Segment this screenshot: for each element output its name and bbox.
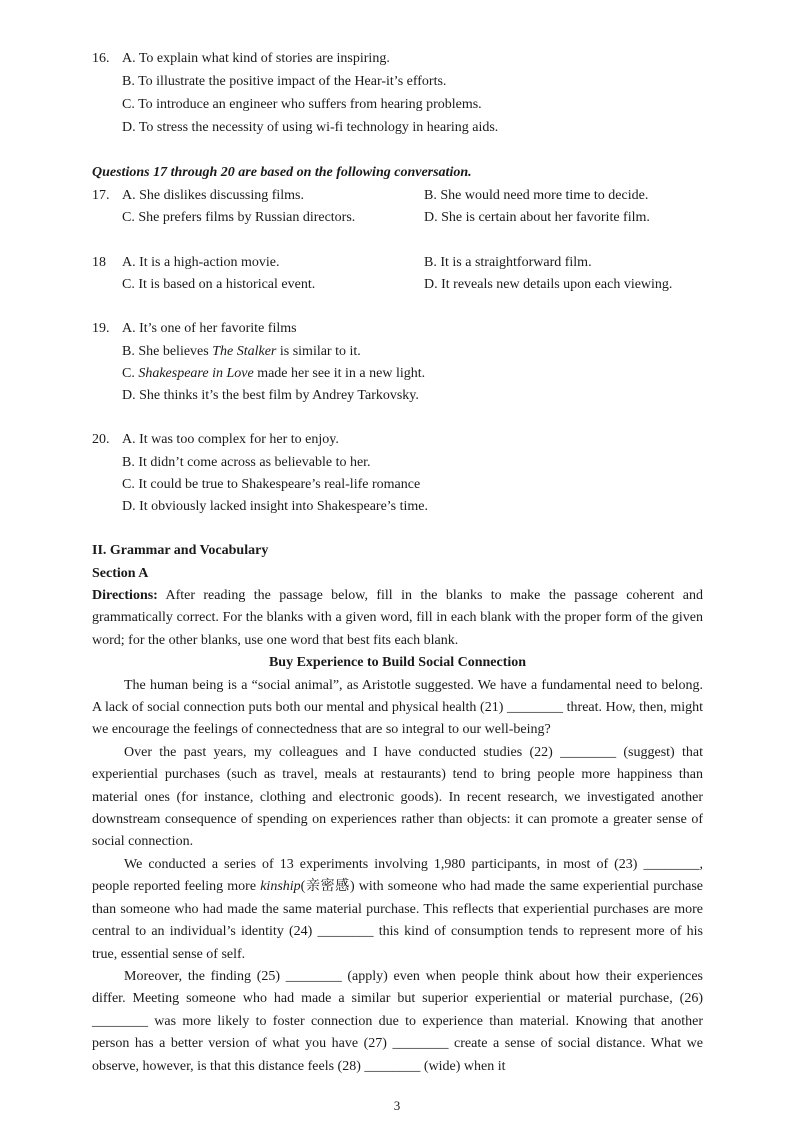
q20-option-a: A. It was too complex for her to enjoy. — [122, 432, 339, 447]
q19-b-title: The Stalker — [212, 344, 277, 359]
q19-c-pre: C. — [122, 366, 139, 381]
paragraph-3 — [92, 854, 703, 966]
q19-option-d: D. She thinks it’s the best film by Andrey Tarkovsky. — [122, 388, 419, 403]
q20-option-d: D. It obviously lacked insight into Shakespeare’s time. — [122, 499, 429, 514]
q17-option-a: A. She dislikes discussing films. — [122, 188, 305, 203]
q20-option-b: B. It didn’t come across as believable to her. — [122, 455, 371, 470]
q17-number: 17. — [92, 188, 110, 203]
q19-c-post: made her see it in a new light. — [253, 366, 426, 381]
q19-number: 19. — [92, 321, 110, 336]
q17-option-c: C. She prefers films by Russian directors. — [122, 210, 356, 225]
directions — [92, 585, 703, 652]
page-number: 3 — [393, 1098, 401, 1113]
passage-title: Buy Experience to Build Social Connection — [268, 655, 527, 671]
passage-block — [92, 585, 703, 1078]
paragraph-1: The human being is a “social animal”, as Aristotle suggested. We have a fundamental need to belong. A lack of social connection puts both our mental and physical health (21) ________ threat. How, then, might we encourage the feelings of connectedness that are so integral to our well-being? — [92, 677, 703, 738]
q19-b-pre: B. She believes — [122, 344, 213, 359]
q19-c-title: Shakespeare in Love — [138, 366, 254, 381]
q20-option-c: C. It could be true to Shakespeare’s real-life romance — [122, 477, 421, 492]
q18-option-b: B. It is a straightforward film. — [424, 255, 592, 270]
q16-number: 16. — [92, 51, 110, 66]
q18-option-d: D. It reveals new details upon each viewing. — [424, 277, 673, 292]
directions-label: Directions: — [92, 588, 158, 603]
q17-option-d: D. She is certain about her favorite film. — [424, 210, 650, 225]
q16-option-c: C. To introduce an engineer who suffers from hearing problems. — [122, 97, 482, 112]
p3-pre: We conducted a series of 13 experiments involving 1,980 participants, in most of (23) ________, people reported feeling more — [92, 856, 703, 895]
q19-option-a: A. It’s one of her favorite films — [122, 321, 297, 336]
q19-option-b — [122, 343, 361, 361]
conversation-heading: Questions 17 through 20 are based on the following conversation. — [92, 165, 472, 180]
section-subtitle: Section A — [92, 566, 149, 581]
q18-number: 18 — [92, 255, 106, 270]
q16-option-d: D. To stress the necessity of using wi-fi technology in hearing aids. — [122, 120, 499, 135]
p3-post: (亲密感) with someone who had made the same experiential purchase than someone who had made the same material purchase. This reflects that experiential purchases are more central to an individual’s identity (24) ________ this kind of consumption tends to represent more of his true, essential sense of self. — [92, 879, 703, 962]
q19-option-c — [122, 365, 425, 383]
q17-option-b: B. She would need more time to decide. — [424, 188, 649, 203]
directions-text: After reading the passage below, fill in the blanks to make the passage coherent and grammatically correct. For the blanks with a given word, fill in each blank with the proper form of the given word; for the other blanks, use one word that best fits each blank. — [92, 588, 703, 648]
q16-option-b: B. To illustrate the positive impact of the Hear-it’s efforts. — [122, 74, 447, 89]
paragraph-4: Moreover, the finding (25) ________ (apply) even when people think about how their experiences differ. Meeting someone who had made a similar but superior experiential or material purchase, (26) ________ was more likely to foster connection due to experience than material. Knowing that another person has a better version of what you have (27) ________ create a sense of social distance. What we observe, however, is that this distance feels (28) ________ (wide) when it — [92, 968, 703, 1074]
q20-number: 20. — [92, 432, 110, 447]
section-title: II. Grammar and Vocabulary — [92, 543, 269, 558]
paragraph-2: Over the past years, my colleagues and I have conducted studies (22) ________ (suggest) that experiential purchases (such as travel, meals at restaurants) tend to bring people more happiness than material ones (for instance, clothing and electronic goods). In recent research, we investigated another downstream consequence of spending on experiences rather than objects: it can promote a greater sense of social connection. — [92, 744, 703, 850]
q16-option-a: A. To explain what kind of stories are inspiring. — [122, 51, 390, 66]
p3-kinship: kinship — [260, 879, 301, 895]
q19-b-post: is similar to it. — [276, 344, 361, 359]
q18-option-a: A. It is a high-action movie. — [122, 255, 280, 270]
q18-option-c: C. It is based on a historical event. — [122, 277, 316, 292]
